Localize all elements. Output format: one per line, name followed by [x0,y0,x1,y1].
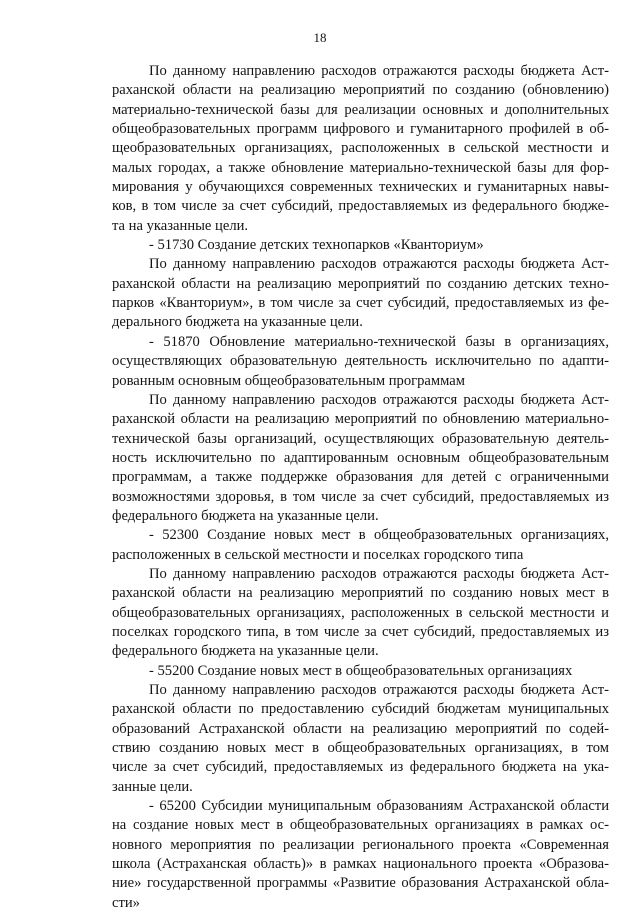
text-line: новного мероприятия по реализации регионального проекта «Современная [112,836,609,853]
text-line: малых городах, а также обновление материально-технической базы для фор- [112,159,609,176]
text-line: По данному направлению расходов отражаются расходы бюджета Аст- [149,391,609,408]
text-line: дерального бюджета на указанные цели. [112,314,363,331]
text-line: расположенных в сельской местности и поселках городского типа [112,546,524,563]
text-line: раханской области на реализацию мероприятий по созданию новых мест в [112,585,609,602]
paragraph [112,526,609,565]
text-line: - 65200 Субсидии муниципальным образованиям Астраханской области [149,798,609,815]
text-line: раханской области на реализацию мероприятий по созданию детских техно- [112,275,609,292]
text-line: ность исключительно по адаптированным основным общеобразовательным [112,449,609,466]
text-line: на создание новых мест в общеобразовательных организациях в рамках ос- [112,817,609,834]
text-line: образований Астраханской области на реализацию мероприятий по содей- [112,720,609,737]
text-line: общеобразовательных организациях, расположенных в сельской местности и [112,604,609,621]
text-line: ствию созданию новых мест в общеобразовательных организациях, в том [112,740,609,757]
text-line: поселках городского типа, в том числе за счет субсидий, предоставляемых из [112,623,609,640]
text-line: числе за счет субсидий, предоставляемых из федерального бюджета на ука- [112,759,609,776]
text-line: - 51870 Обновление материально-технической базы в организациях, [149,333,609,350]
text-line: раханской области по предоставлению субсидий бюджетам муниципальных [112,701,609,718]
text-line: технической базы организаций, осуществляющих образовательную деятель- [112,430,609,447]
text-line: ков, в том числе за счет субсидий, предоставляемых из федерального бюдже- [112,198,609,215]
text-line: По данному направлению расходов отражаются расходы бюджета Аст- [149,565,609,582]
text-line: программам, а также поддержке образования для детей с ограниченными [112,469,609,486]
text-line: По данному направлению расходов отражаются расходы бюджета Аст- [149,682,609,698]
text-line: возможностями здоровья, в том числе за счет субсидий, предоставляемых из [112,488,609,505]
text-line: федерального бюджета на указанные цели. [112,643,379,660]
text-line: - 55200 Создание новых мест в общеобразовательных организациях [149,662,573,679]
text-line: занные цели. [112,778,193,795]
text-line: сти» [112,894,140,911]
document-body [112,62,609,913]
text-line: По данному направлению расходов отражаются расходы бюджета Аст- [149,256,609,273]
text-line: раханской области на реализацию мероприятий по обновлению материально- [112,411,609,428]
text-line: рованным основным общеобразовательным программам [112,372,465,389]
page-number: 18 [313,30,327,45]
text-line: По данному направлению расходов отражаются расходы бюджета Аст- [149,63,609,79]
paragraph [112,565,609,662]
paragraph [112,255,609,332]
paragraph [112,62,609,236]
text-line: щеобразовательных организациях, расположенных в сельской местности и [112,140,609,157]
paragraph [112,662,609,681]
text-line: парков «Кванториум», в том числе за счет субсидий, предоставляемых из фе- [112,295,609,312]
text-line: осуществляющих образовательную деятельность исключительно по адапти- [112,353,609,370]
text-line: - 51730 Создание детских технопарков «Кванториум» [149,237,484,254]
paragraph [112,797,609,913]
paragraph [112,391,609,526]
paragraph [112,681,609,797]
text-line: раханской области на реализацию мероприятий по созданию (обновлению) [112,82,609,99]
text-line: мирования у обучающихся современных технических и гуманитарных навы- [112,179,609,196]
paragraph [112,333,609,391]
text-line: - 52300 Создание новых мест в общеобразовательных организациях, [149,527,609,544]
text-line: школа (Астраханская область)» в рамках национального проекта «Образова- [112,856,609,873]
text-line: та на указанные цели. [112,217,249,234]
text-line: федерального бюджета на указанные цели. [112,507,379,524]
text-line: ние» государственной программы «Развитие образования Астраханской обла- [112,875,609,892]
text-line: общеобразовательных программ цифрового и гуманитарного профилей в об- [112,121,609,138]
text-line: материально-технической базы для реализации основных и дополнительных [112,101,609,118]
paragraph [112,236,609,255]
